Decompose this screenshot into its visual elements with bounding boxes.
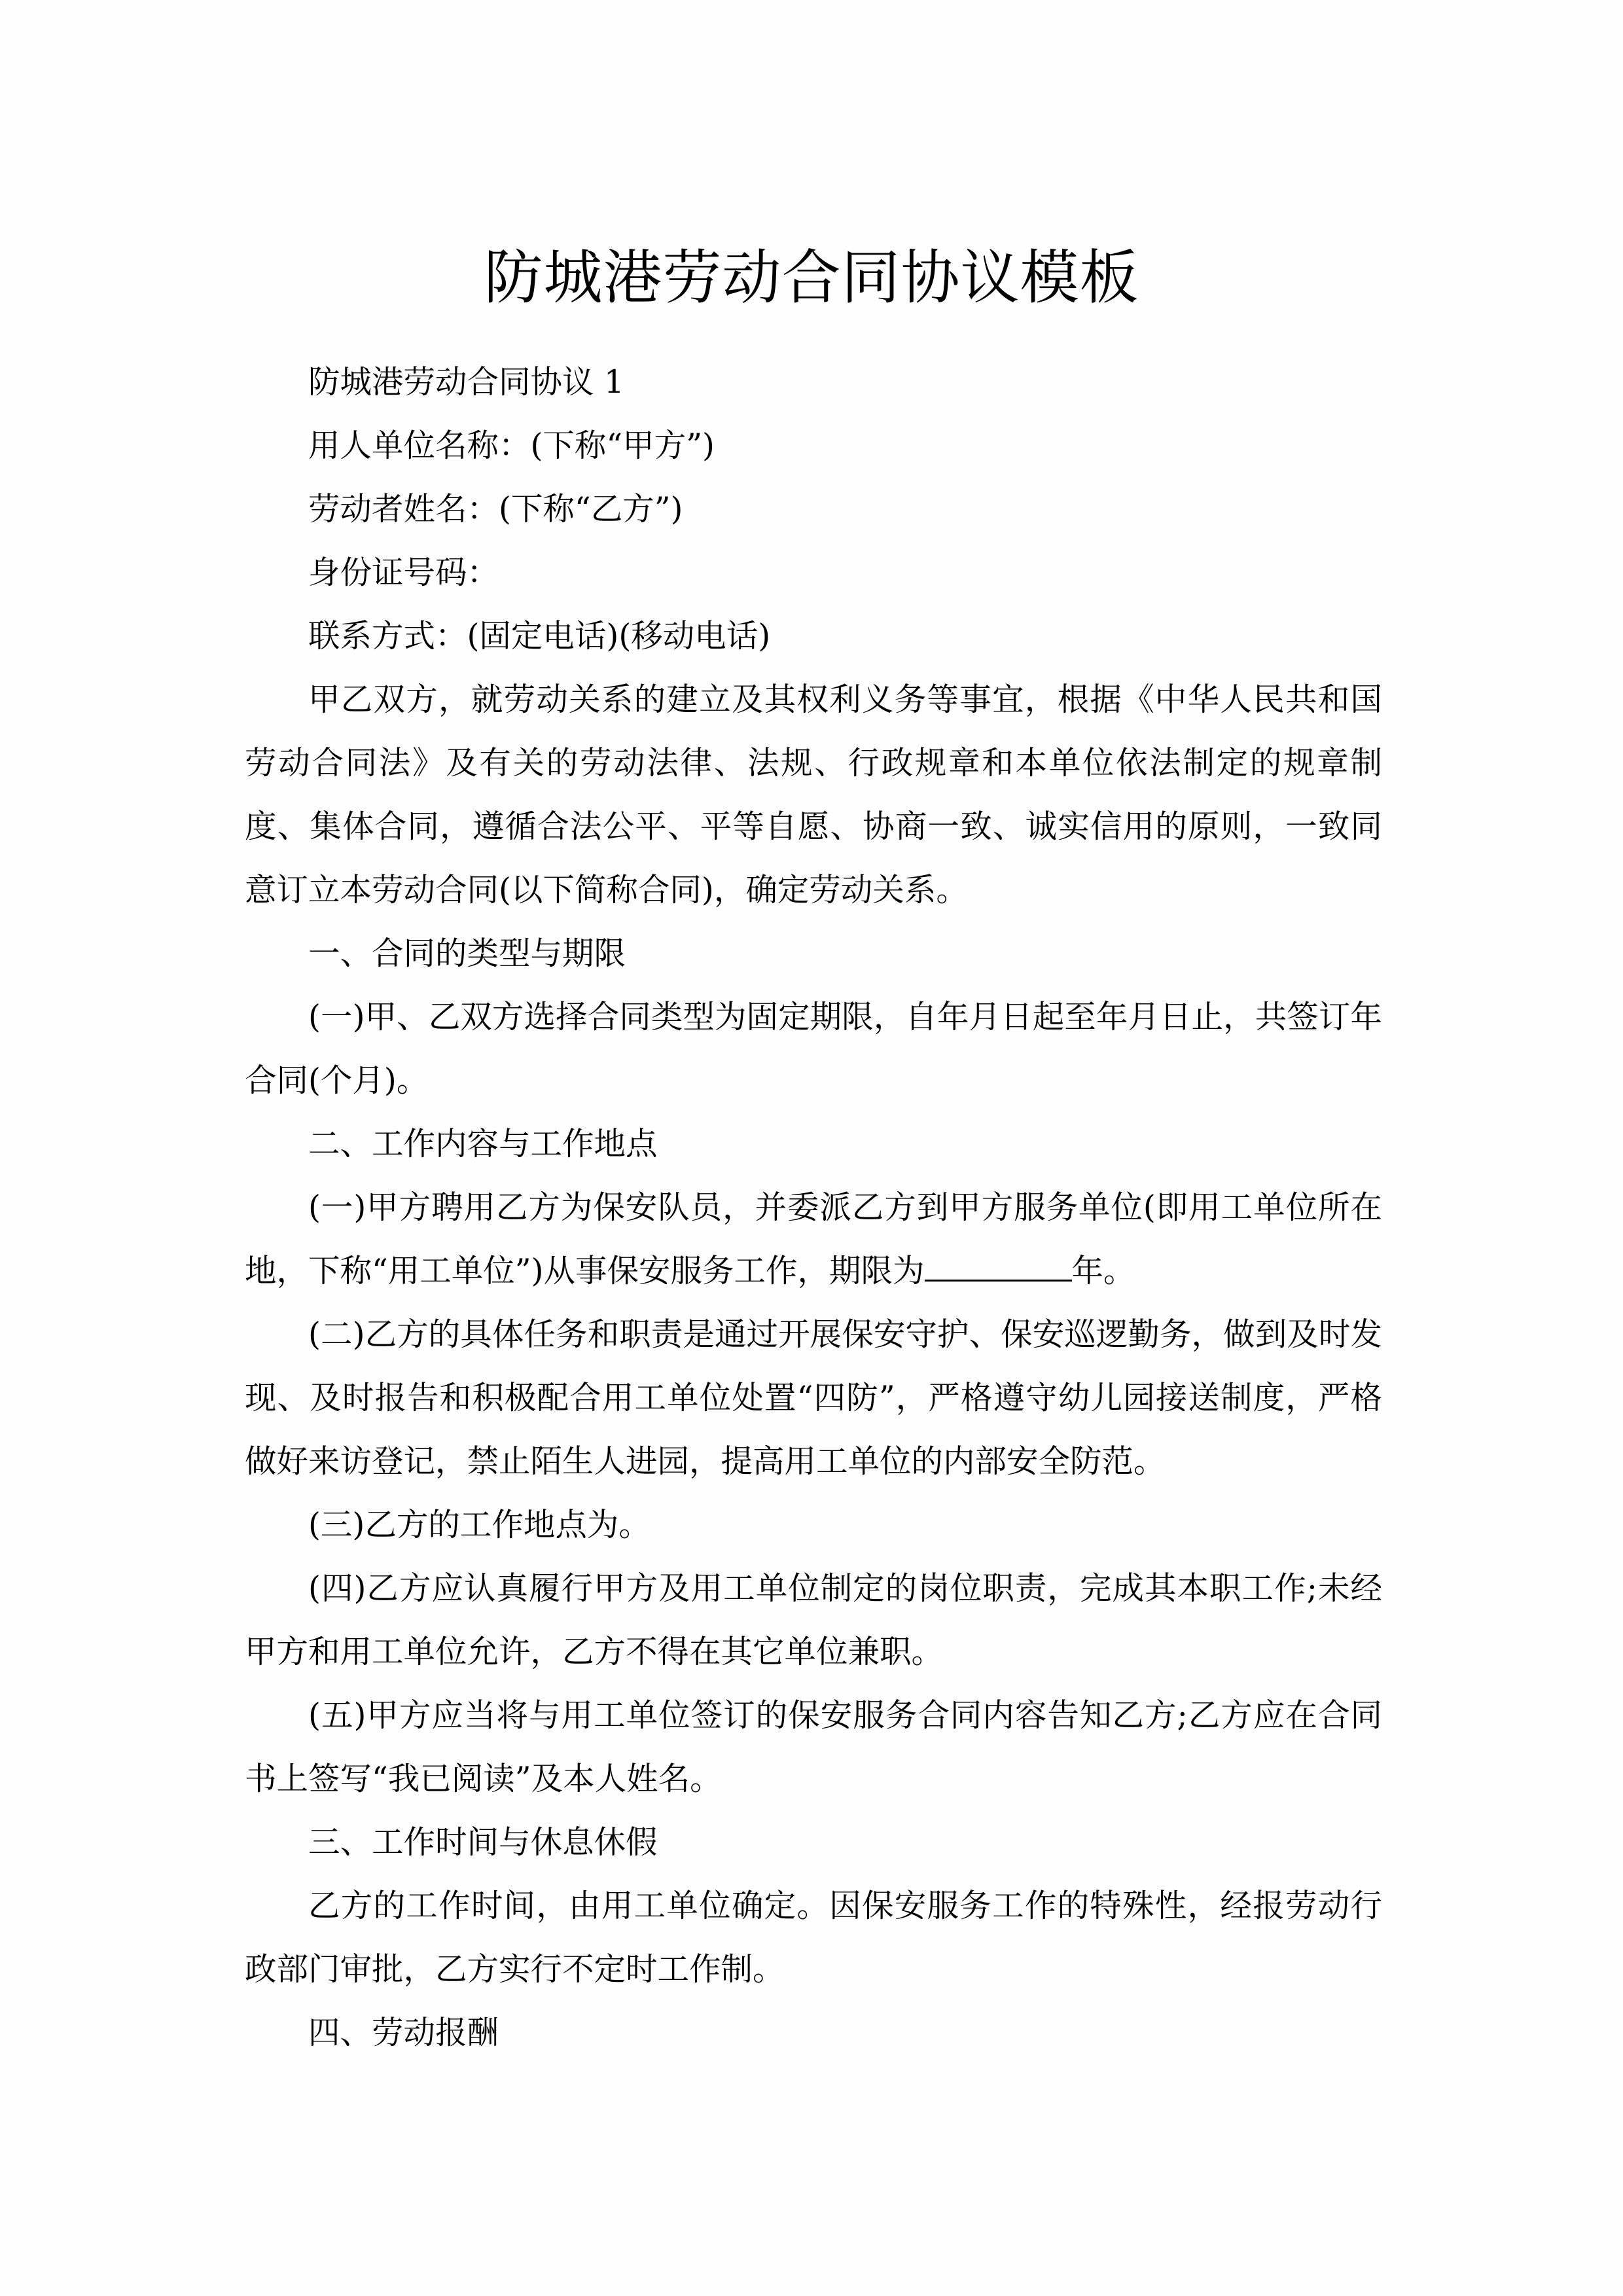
clause-paragraph: (二)乙方的具体任务和职责是通过开展保安守护、保安巡逻勤务，做到及时发现、及时报告和积极配合用工单位处置“四防”，严格遵守幼儿园接送制度，严格做好来访登记，禁止陌生人进园，提高用工单位的内部安全防范。	[245, 1316, 1382, 1480]
section-heading: 一、合同的类型与期限	[308, 935, 626, 972]
clause-paragraph: 乙方的工作时间，由用工单位确定。因保安服务工作的特殊性，经报劳动行政部门审批，乙方实行不定时工作制。	[245, 1888, 1382, 1988]
employer-name-field: 用人单位名称：(下称“甲方”)	[308, 427, 715, 464]
clause-paragraph: (五)甲方应当将与用工单位签订的保安服务合同内容告知乙方;乙方应在合同书上签写“我已阅读”及本人姓名。	[245, 1697, 1382, 1797]
clause-text: (一)甲方聘用乙方为保安队员，并委派乙方到甲方服务单位(即用工单位所在地，下称“用工单位”)从事保安服务工作，期限为	[245, 1189, 1382, 1289]
employee-name-field: 劳动者姓名：(下称“乙方”)	[308, 491, 683, 528]
preamble-paragraph: 甲乙双方，就劳动关系的建立及其权利义务等事宜，根据《中华人民共和国劳动合同法》及有关的劳动法律、法规、行政规章和本单位依法制定的规章制度、集体合同，遵循合法公平、平等自愿、协商一致、诚实信用的原则，一致同意订立本劳动合同(以下简称合同)，确定劳动关系。	[245, 681, 1382, 908]
document-title: 防城港劳动合同协议模板	[484, 243, 1139, 313]
id-number-field: 身份证号码：	[308, 554, 499, 591]
section-heading: 四、劳动报酬	[308, 2015, 499, 2051]
clause-paragraph	[245, 1176, 1382, 1303]
document-body	[245, 351, 1382, 2065]
section-heading: 三、工作时间与休息休假	[308, 1824, 658, 1861]
clause-text: 年。	[1071, 1253, 1135, 1289]
section-heading: 二、工作内容与工作地点	[308, 1126, 658, 1162]
fill-in-blank	[925, 1253, 1072, 1282]
clause-paragraph: (四)乙方应认真履行甲方及用工单位制定的岗位职责，完成其本职工作;未经甲方和用工单位允许，乙方不得在其它单位兼职。	[245, 1570, 1382, 1670]
contact-field: 联系方式：(固定电话)(移动电话)	[308, 618, 771, 655]
clause-paragraph: (三)乙方的工作地点为。	[308, 1507, 651, 1543]
subtitle: 防城港劳动合同协议 1	[308, 364, 624, 401]
clause-paragraph: (一)甲、乙双方选择合同类型为固定期限，自年月日起至年月日止，共签订年合同(个月)。	[245, 999, 1382, 1099]
